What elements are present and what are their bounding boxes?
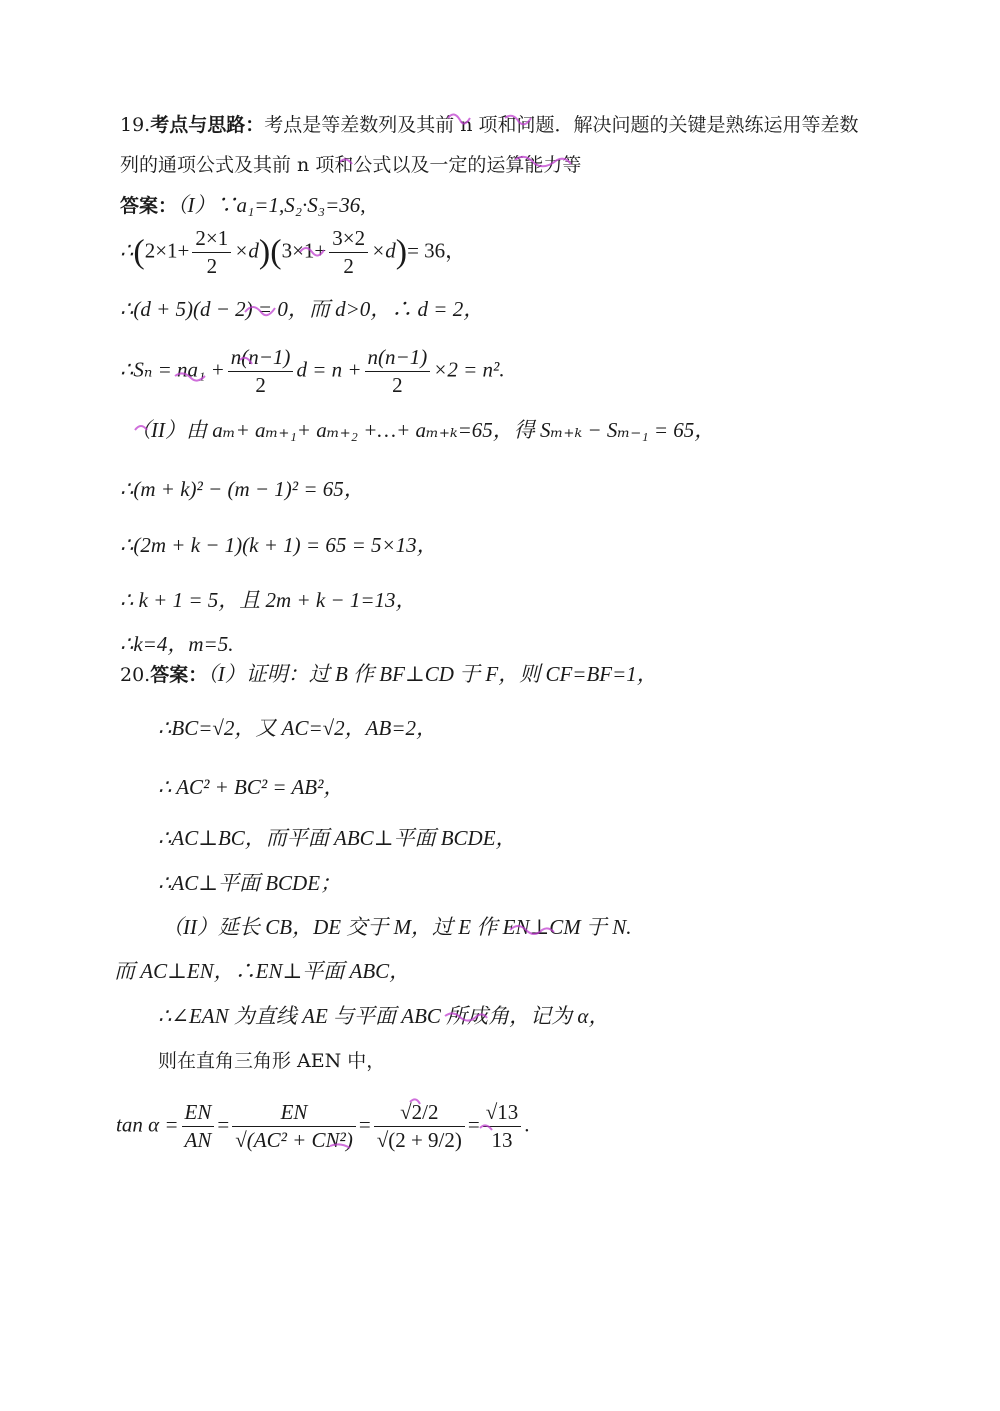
eq3-fraction-2 [365,345,431,398]
q20-line-8: ∴∠EAN 为直线 AE 与平面 ABC 所成角，记为 α， [158,1004,610,1028]
q19-equation-4: ∴(m + k)² − (m − 1)² = 65， [120,477,365,501]
q20-number: 20. [120,664,151,686]
eq1-term-a: 2×1+ [144,238,190,263]
tan-alpha-label: tan α = [116,1112,179,1137]
tan-fraction-1-den: AN [184,1128,212,1153]
q19-header-line1 [120,114,859,137]
q20-tan-formula [116,1100,530,1153]
eq1-fraction-2 [329,226,368,279]
q19-condition: （I）∵a₁=1,S₂·S₃=36, [177,193,366,217]
tan-fraction-1 [182,1100,215,1153]
eq3-term-c: ×2 = n². [433,357,505,382]
q20-line-6: （II）延长 CB，DE 交于 M，过 E 作 EN⊥CM 于 N. [162,915,632,939]
tan-equals-3: = [467,1112,480,1137]
eq3-fraction-2-den: 2 [392,373,403,398]
eq3-fraction-1-den: 2 [255,373,266,398]
q19-equation-6: ∴ k + 1 = 5，且 2m + k − 1=13， [120,588,417,612]
eq3-term-b: d = n + [296,357,362,382]
q19-equation-7: ∴k=4，m=5. [120,632,234,656]
tan-fraction-4 [483,1100,522,1153]
q19-number: 19. [120,114,151,136]
eq1-term-d: ×d [371,238,396,263]
eq1-result: = 36， [407,238,467,263]
q19-header-line2: 列的通项公式及其前 n 项和公式以及一定的运算能力等 [120,154,582,176]
eq3-fraction-1 [228,345,294,398]
q19-equation-5: ∴(2m + k − 1)(k + 1) = 65 = 5×13， [120,533,438,557]
q20-line-5: ∴AC⊥平面 BCDE； [158,871,342,895]
q19-equation-3 [120,345,505,398]
q19-topic-line1: 考点是等差数列及其前 n 项和问题．解决问题的关键是熟练运用等差数 [264,114,859,136]
q19-answer-condition [120,193,366,218]
tan-fraction-2-den: √(AC² + CN²) [235,1128,353,1153]
eq3-term-a: ∴Sₙ = na₁ + [120,357,225,382]
q19-equation-1: ∴(2×1+ $\frac{2\times 1}{2}$ ×d)(3×1+ $\frac{3\times 2}{2}$ ×d)= 36， [120,226,467,279]
eq1-fraction-2-num: 3×2 [329,226,368,253]
tan-equals-2: = [358,1112,371,1137]
eq3-fraction-2-num: n(n−1) [365,345,431,372]
q20-line-4: ∴AC⊥BC，而平面 ABC⊥平面 BCDE， [158,826,517,850]
q20-line-3: ∴ AC² + BC² = AB²， [158,775,345,799]
tan-fraction-4-num: √13 [483,1100,522,1127]
q19-part2-statement: （II）由 aₘ+ aₘ₊₁+ aₘ₊₂ +…+ aₘ₊ₖ=65，得 Sₘ₊ₖ − Sₘ₋₁ = 65， [130,418,716,442]
tan-fraction-3-den: √(2 + 9/2) [376,1128,462,1153]
tan-equals-1: = [217,1112,230,1137]
eq1-term-b: ×d [234,238,259,263]
tan-fraction-2-num: EN [232,1100,356,1127]
q20-line-9: 则在直角三角形 AEN 中， [158,1050,386,1072]
tan-fraction-2 [232,1100,356,1153]
tan-fraction-1-num: EN [182,1100,215,1127]
therefore-symbol: ∴ [120,238,134,263]
eq1-fraction-2-den: 2 [343,254,354,279]
q20-line-7: 而 AC⊥EN，∴EN⊥平面 ABC， [114,959,411,983]
eq1-term-c: 3×1+ [281,238,327,263]
tan-fraction-4-den: 13 [491,1128,513,1153]
q19-equation-2: ∴(d + 5)(d − 2) = 0，而 d>0，∴ d = 2， [120,297,485,321]
tan-fraction-3 [374,1100,465,1153]
q20-line-1: （I）证明：过 B 作 BF⊥CD 于 F，则 CF=BF=1， [207,662,658,686]
eq1-fraction-1-num: 2×1 [192,226,231,253]
eq3-fraction-1-num: n(n−1) [228,345,294,372]
q19-label: 考点与思路： [150,114,265,136]
q20-header [120,662,658,687]
q19-answer-label: 答案： [120,195,178,217]
eq1-fraction-1-den: 2 [206,254,218,279]
q20-line-2: ∴BC=√2，又 AC=√2，AB=2， [158,716,437,740]
tan-fraction-3-num: √2/2 [374,1100,465,1127]
tan-period: . [524,1112,530,1137]
q20-answer-label: 答案： [150,664,208,686]
eq1-fraction-1 [192,226,231,279]
